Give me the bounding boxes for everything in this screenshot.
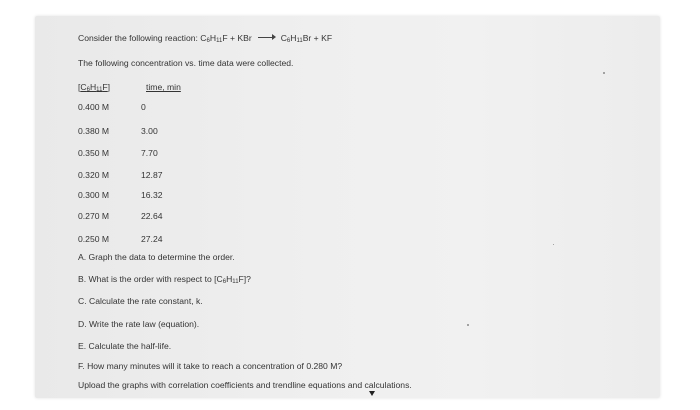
cursor-icon: [369, 391, 375, 396]
upload-instruction: Upload the graphs with correlation coefficients and trendline equations and calculations.: [78, 380, 412, 390]
table-row-conc: 0.380 M: [78, 126, 110, 136]
question-b-formula: $C_6H_{11}F$: [216, 274, 244, 285]
table-row-conc: 0.250 M: [78, 234, 110, 244]
speck: [603, 72, 605, 74]
table-row-conc: 0.300 M: [78, 190, 110, 200]
question-e: E. Calculate the half-life.: [78, 341, 172, 351]
table-row-conc: 0.400 M: [78, 102, 110, 112]
speck: [467, 324, 469, 326]
reactant-kbr: + KBr: [227, 33, 252, 43]
table-row-time: 0: [141, 102, 146, 112]
reaction-line: [78, 33, 332, 43]
reaction-prefix: Consider the following reaction:: [78, 33, 201, 43]
speck: [553, 244, 554, 245]
question-c: C. Calculate the rate constant, k.: [78, 296, 203, 306]
question-b: B. What is the order with respect to $[C_6H_{11}F]$?: [78, 274, 251, 285]
table-row-time: 16.32: [141, 190, 163, 200]
header-concentration: $[C_6H_{11}F]$: [78, 82, 111, 93]
question-f: F. How many minutes will it take to reach a concentration of 0.280 M?: [78, 361, 343, 371]
intro-text: The following concentration vs. time data were collected.: [78, 58, 294, 68]
question-a: A. Graph the data to determine the order.: [78, 252, 235, 262]
table-row-time: 3.00: [141, 126, 158, 136]
question-d: D. Write the rate law (equation).: [78, 319, 200, 329]
reaction-arrow-icon: [258, 34, 276, 40]
table-row-conc: 0.270 M: [78, 211, 110, 221]
table-row-conc: 0.320 M: [78, 170, 110, 180]
table-row-time: 22.64: [141, 211, 163, 221]
product-formula: $C_6H_{11}Br$: [280, 33, 312, 44]
product-kf: + KF: [311, 33, 333, 43]
table-row-time: 12.87: [141, 170, 163, 180]
table-row-conc: 0.350 M: [78, 148, 110, 158]
table-row-time: 27.24: [141, 234, 163, 244]
header-time: time, min: [146, 82, 181, 92]
reactant-formula: $C_6H_{11}F$: [200, 33, 228, 44]
table-row-time: 7.70: [141, 148, 158, 158]
